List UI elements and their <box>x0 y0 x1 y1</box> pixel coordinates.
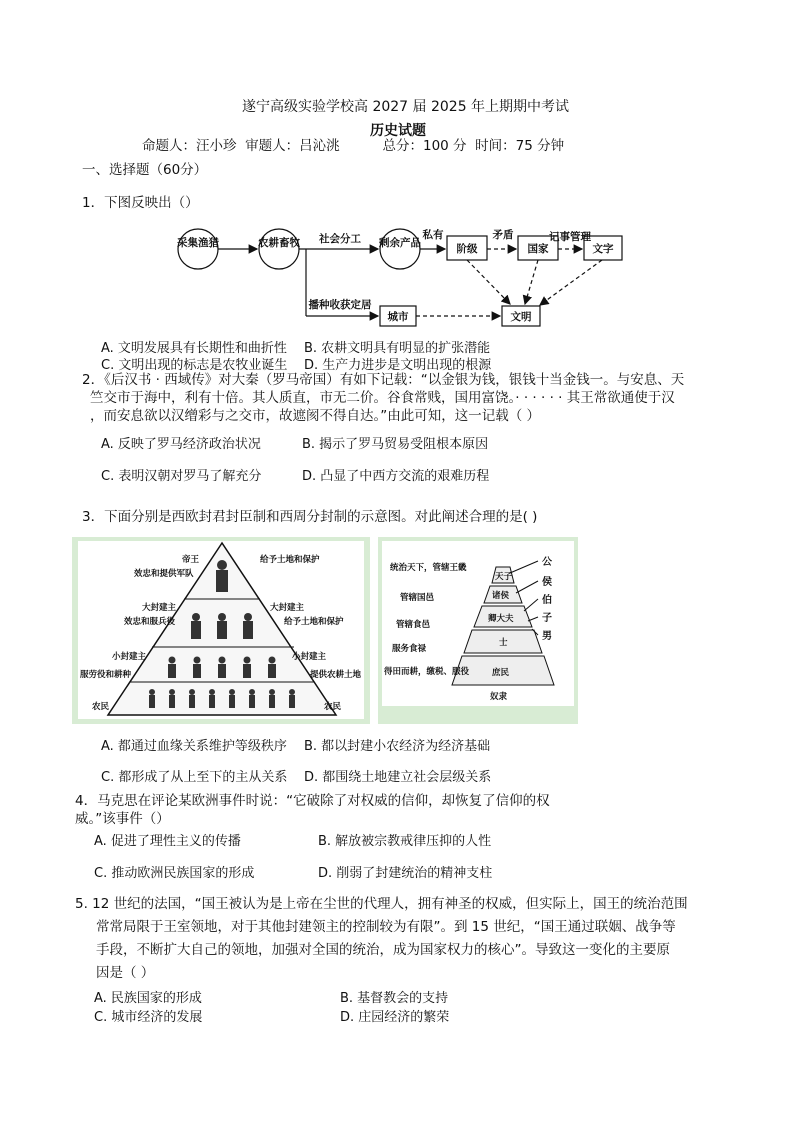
q5-option-b[interactable]: B. 基督教会的支持 <box>340 991 449 1006</box>
rank-label: 男 <box>542 631 552 642</box>
q2-stem-line1: 2．《后汉书 · 西域传》对大秦（罗马帝国）有如下记载：“以金银为钱，银钱十当金钱一。与安息、天 <box>82 372 685 388</box>
pyramid-label: 大封建主 <box>270 603 305 613</box>
edge-label: 社会分工 <box>319 233 361 245</box>
pyramid-label: 农民 <box>324 702 342 712</box>
edge-label: 记事管理 <box>549 231 591 243</box>
q5-option-a[interactable]: A. 民族国家的形成 <box>94 991 202 1006</box>
edge-label: 播种收获定居 <box>308 299 372 311</box>
pyramid-label: 庶民 <box>492 668 510 678</box>
pyramid-label: 给予土地和保护 <box>284 617 344 627</box>
exam-title: 遂宁高级实验学校高 2027 届 2025 年上期期中考试 <box>242 99 570 115</box>
q3-option-d[interactable]: D. 都围绕土地建立社会层级关系 <box>304 770 492 785</box>
node-circle <box>259 229 299 269</box>
q2-stem-line3: ，而安息欲以汉缯彩与之交市，故遮阂不得自达。”由此可知，这一记载（ ） <box>90 408 541 424</box>
rank-label: 公 <box>542 557 552 568</box>
pyramid-label: 提供农耕土地 <box>310 670 362 680</box>
q2-option-b[interactable]: B. 揭示了罗马贸易受阻根本原因 <box>302 437 489 452</box>
edge-label: 私有 <box>422 229 444 241</box>
node-label: 阶级 <box>456 243 478 255</box>
node-label: 农耕畜牧 <box>258 237 300 249</box>
q1-stem: 1．下图反映出（） <box>82 195 199 211</box>
pyramid-label: 大封建主 <box>142 603 177 613</box>
exam-info: 命题人：汪小珍 审题人：吕沁洮 总分：100 分 时间：75 分钟 <box>142 138 565 154</box>
q1-option-b[interactable]: B. 农耕文明具有明显的扩张潜能 <box>304 341 491 356</box>
q4-option-b[interactable]: B. 解放被宗教戒律压抑的人性 <box>318 834 492 849</box>
pyramid-label: 服劳役和耕种 <box>80 670 132 680</box>
node-label: 城市 <box>387 311 409 323</box>
pyramid-label: 管辖国邑 <box>400 593 435 603</box>
pyramid-label: 管辖食邑 <box>396 620 431 630</box>
q2-option-a[interactable]: A. 反映了罗马经济政治状况 <box>101 437 261 452</box>
q5-stem-line2: 常常局限于王室领地，对于其他封建领主的控制较为有限”。到 15 世纪，“国王通过联姻、战争等 <box>96 919 676 935</box>
pyramid-label: 得田而耕，缴税、服役 <box>384 667 470 677</box>
q4-stem-line1: 4．马克思在评论某欧洲事件时说：“它破除了对权威的信仰，却恢复了信仰的权 <box>75 793 550 809</box>
node-label: 文字 <box>592 243 614 255</box>
pyramid-label: 效忠和服兵役 <box>124 617 176 627</box>
q4-option-a[interactable]: A. 促进了理性主义的传播 <box>94 834 241 849</box>
pyramid-label: 统治天下，管辖王畿 <box>390 563 467 573</box>
pyramid-label: 天子 <box>495 572 513 582</box>
node-circle <box>380 229 420 269</box>
q1-option-c[interactable]: C. 文明出现的标志是农牧业诞生 <box>101 358 288 373</box>
pyramid-label: 服务食禄 <box>392 644 427 654</box>
q1-option-a[interactable]: A. 文明发展具有长期性和曲折性 <box>101 341 287 356</box>
q4-stem-line2: 威。”该事件（） <box>75 811 170 827</box>
rank-label: 侯 <box>542 577 552 588</box>
rank-label: 子 <box>542 613 552 624</box>
q5-option-c[interactable]: C. 城市经济的发展 <box>94 1010 203 1025</box>
q3-option-c[interactable]: C. 都形成了从上至下的主从关系 <box>101 770 288 785</box>
q1-option-d[interactable]: D. 生产力进步是文明出现的根源 <box>304 358 492 373</box>
pyramid-label: 帝王 <box>182 555 200 565</box>
q5-stem-line4: 因是（ ） <box>96 965 155 981</box>
q3-option-a[interactable]: A. 都通过血缘关系维护等级秩序 <box>101 739 287 754</box>
zhou-pyramid-figure <box>378 537 578 724</box>
rank-label: 伯 <box>542 595 552 606</box>
q2-stem-line2: 竺交市于海中，利有十倍。其人质直，市无二价。谷食常贱，国用富饶。· · · · · · 其王常欲通使于汉 <box>90 390 675 406</box>
q3-option-b[interactable]: B. 都以封建小农经济为经济基础 <box>304 739 491 754</box>
feudal-pyramid-figure <box>72 537 370 724</box>
pyramid-label: 士 <box>499 638 508 648</box>
section-heading: 一、选择题（60分） <box>82 162 208 178</box>
pyramid-label: 农民 <box>92 702 110 712</box>
edge-label: 矛盾 <box>492 229 514 241</box>
node-label: 国家 <box>527 243 549 255</box>
q5-option-d[interactable]: D. 庄园经济的繁荣 <box>340 1010 450 1025</box>
node-label: 文明 <box>510 311 532 323</box>
node-label: 剩余产品 <box>379 237 421 249</box>
pyramid-label: 效忠和提供军队 <box>134 569 194 579</box>
q2-option-d[interactable]: D. 凸显了中西方交流的艰难历程 <box>302 469 490 484</box>
pyramid-label: 小封建主 <box>112 652 147 662</box>
subject-title: 历史试题 <box>370 123 426 139</box>
q2-option-c[interactable]: C. 表明汉朝对罗马了解充分 <box>101 469 262 484</box>
pyramid-label: 奴隶 <box>490 692 508 702</box>
pyramid-label: 诸侯 <box>492 591 510 601</box>
node-circle <box>178 229 218 269</box>
q4-option-d[interactable]: D. 削弱了封建统治的精神支柱 <box>318 866 493 881</box>
node-label: 采集渔猎 <box>177 237 219 249</box>
q4-option-c[interactable]: C. 推动欧洲民族国家的形成 <box>94 866 255 881</box>
q5-stem-line1: 5. 12 世纪的法国，“国王被认为是上帝在尘世的代理人，拥有神圣的权威，但实际上，国王的统治范围 <box>75 896 688 912</box>
pyramid-label: 小封建主 <box>292 652 327 662</box>
q5-stem-line3: 手段，不断扩大自己的领地，加强对全国的统治，成为国家权力的核心”。导致这一变化的主要原 <box>96 942 670 958</box>
q3-stem: 3．下面分别是西欧封君封臣制和西周分封制的示意图。对此阐述合理的是( ) <box>82 509 538 525</box>
q1-diagram <box>170 222 630 332</box>
pyramid-label: 卿大夫 <box>488 614 514 624</box>
pyramid-label: 给予土地和保护 <box>260 555 320 565</box>
